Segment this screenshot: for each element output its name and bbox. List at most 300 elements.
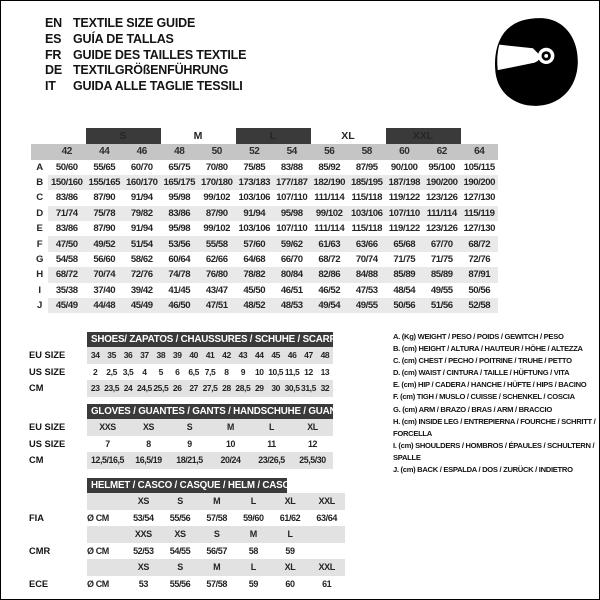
- measurement-cell: 57/60: [236, 236, 274, 251]
- shoes-size-table: [29, 332, 343, 397]
- measurement-cell: 70/80: [205, 161, 228, 173]
- measurement-cell: 50/60: [55, 161, 78, 173]
- helmet-size-cell: S: [177, 496, 183, 507]
- measurement-cell: 87/90: [93, 192, 116, 204]
- measurement-cell: 90/100: [390, 161, 418, 173]
- diameter-unit-cell: Ø CM: [87, 512, 109, 523]
- helmet-value-cell: 55/56: [169, 578, 191, 589]
- measurement-cell: 87/91: [461, 267, 499, 282]
- legend-item: B. (cm) HEIGHT / ALTURA / HAUTEUR / HÖHE / ALTEZZA: [393, 344, 583, 354]
- size-cell: 8: [146, 438, 151, 449]
- measurement-row: [31, 175, 498, 190]
- measurement-cell: 72/76: [468, 254, 491, 266]
- row-label: US SIZE: [29, 438, 66, 449]
- measurement-cell: 115/118: [351, 223, 382, 235]
- measurement-cell: 91/94: [130, 223, 153, 235]
- measurement-cell: 74/78: [161, 267, 199, 282]
- legend-item: H. (cm) INSIDE LEG / ENTREPIERNA / FOURCHE / SCHRITT / FORCELLA: [393, 416, 596, 438]
- measurement-cell: 173/183: [236, 175, 274, 190]
- diameter-unit-cell: Ø CM: [87, 545, 109, 556]
- measurement-cell: 58/62: [130, 254, 153, 266]
- size-cell: 24: [123, 383, 133, 394]
- numeric-size-cell: 46: [123, 144, 161, 160]
- size-group-row: [31, 128, 498, 144]
- language-code: FR: [45, 47, 62, 62]
- measurement-cell: 80/84: [273, 267, 311, 282]
- size-cell: 27: [189, 383, 198, 394]
- measurement-cell: 71/75: [430, 254, 453, 266]
- language-list: [45, 16, 246, 95]
- measurement-cell: 107/110: [386, 206, 424, 221]
- helmet-value-cell: 57/58: [206, 578, 227, 589]
- language-label: TEXTILE SIZE GUIDE: [73, 16, 196, 30]
- measurement-cell: 111/114: [423, 206, 461, 221]
- measurement-cell: 54/58: [55, 254, 78, 266]
- language-code: ES: [45, 31, 62, 46]
- size-cell: 44: [254, 350, 264, 361]
- size-cell: 3,5: [122, 366, 134, 377]
- measurement-cell: 160/170: [123, 175, 161, 190]
- size-cell: 41: [205, 350, 215, 361]
- helmet-value-cell: 56/57: [206, 545, 227, 556]
- measurement-cell: 95/100: [428, 161, 456, 173]
- measurement-cell: 75/85: [243, 161, 266, 173]
- measurement-cell: 61/63: [311, 236, 349, 251]
- numeric-size-cell: 42: [48, 144, 86, 160]
- size-group-cell: XXL: [386, 128, 461, 144]
- measurement-cell: 165/175: [161, 175, 199, 190]
- measurement-cell: 44/48: [86, 298, 124, 313]
- measurement-cell: 63/66: [348, 236, 386, 251]
- measurement-cell: 111/114: [314, 192, 345, 204]
- language-code: EN: [45, 16, 62, 30]
- size-cell: 12: [304, 366, 313, 377]
- row-letter: C: [36, 192, 43, 204]
- size-cell: XL: [307, 422, 318, 433]
- size-cell: 37: [140, 350, 149, 361]
- size-cell: 24,5: [136, 383, 152, 394]
- helmet-size-cells: [87, 526, 345, 543]
- measurement-cell: 55/58: [198, 236, 236, 251]
- size-cell: 25,5/30: [299, 455, 326, 466]
- row-cells: [87, 347, 333, 364]
- measurement-cell: 50/56: [386, 298, 424, 313]
- measurement-row: [31, 298, 498, 313]
- measurement-cell: 52/58: [461, 298, 499, 313]
- measurement-row: [31, 221, 498, 236]
- measurement-cell: 68/72: [461, 236, 499, 251]
- helmet-value-cell: 59: [285, 545, 295, 556]
- size-cell: 20/24: [220, 455, 241, 466]
- size-cell: 11,5: [284, 366, 300, 377]
- measurement-cell: 45/49: [123, 298, 161, 313]
- helmet-value-cells: [87, 510, 345, 527]
- measurement-cell: 87/90: [198, 206, 236, 221]
- measurement-cell: 177/187: [273, 175, 311, 190]
- size-cell: 9: [240, 366, 246, 377]
- measurement-row: [31, 252, 498, 267]
- row-label: CM: [29, 455, 44, 466]
- size-cell: 28: [222, 383, 231, 394]
- measurement-cell: 82/86: [311, 267, 349, 282]
- size-cell: 43: [238, 350, 248, 361]
- helmet-size-cell: M: [249, 529, 257, 540]
- size-cell: XS: [143, 422, 154, 433]
- standard-label: FIA: [29, 512, 44, 523]
- helmet-value-row: [29, 543, 345, 560]
- measurement-cell: 127/130: [463, 192, 496, 204]
- measurement-cell: 49/55: [430, 284, 453, 296]
- row-label: [29, 493, 87, 510]
- measurement-row: [31, 236, 498, 251]
- size-group-cell: M: [193, 130, 203, 142]
- measurement-cell: 105/115: [463, 161, 495, 173]
- helmet-value-cells: [87, 543, 345, 560]
- size-cell: 45: [271, 350, 280, 361]
- measurement-cell: 51/54: [123, 236, 161, 251]
- measurement-cell: 123/126: [425, 192, 458, 204]
- size-cell: 38: [156, 350, 166, 361]
- measurement-cell: 64/68: [243, 254, 266, 266]
- helmet-value-cell: 52/53: [133, 545, 154, 556]
- helmet-size-cell: XXL: [318, 562, 335, 573]
- size-cell: 16,5/19: [135, 455, 162, 466]
- measurement-row: [31, 160, 498, 175]
- row-label: CM: [29, 383, 44, 394]
- measurement-cell: 48/54: [393, 284, 416, 296]
- size-cell: 8: [224, 366, 229, 377]
- measurement-cell: 107/110: [276, 223, 308, 235]
- measurement-cell: 87/90: [93, 223, 116, 235]
- measurement-cell: 103/106: [348, 206, 386, 221]
- measurement-cell: 71/74: [48, 206, 86, 221]
- gloves-rows: [29, 419, 333, 469]
- size-cell: 12,5/16,5: [90, 455, 125, 466]
- helmet-size-cell: L: [250, 496, 256, 507]
- measurement-cell: 119/122: [388, 192, 420, 204]
- measurement-legend: [393, 331, 599, 476]
- size-cell: 42: [222, 350, 231, 361]
- language-row: [45, 79, 246, 95]
- measurement-cell: 99/102: [311, 206, 349, 221]
- measurement-cell: 91/94: [236, 206, 274, 221]
- helmet-size-cell: XXS: [134, 529, 152, 540]
- gloves-table-title: GLOVES / GUANTES / GANTS / HANDSCHUHE / GUANTI: [87, 404, 333, 419]
- racing-helmet-icon-svg: [485, 11, 587, 113]
- measurement-cell: 68/72: [318, 254, 341, 266]
- numeric-size-cell: 58: [348, 144, 386, 160]
- row-cells: [87, 452, 333, 469]
- legend-item: A. (Kg) WEIGHT / PESO / POIDS / GEWITCH / PESO: [393, 332, 564, 341]
- language-label: GUÍA DE TALLAS: [73, 31, 174, 46]
- measurement-cell: 127/130: [463, 223, 496, 235]
- size-cell: 29: [254, 383, 264, 394]
- legend-item: D. (cm) WAIST / CINTURA / TAILLE / HÜFTUNG / VITA: [393, 368, 570, 378]
- size-group-cell: [461, 128, 499, 144]
- helmet-size-cell: L: [250, 562, 256, 573]
- size-cell: 47: [304, 350, 313, 361]
- size-cell: 2,5: [106, 366, 117, 377]
- size-group-cell: S: [86, 128, 161, 144]
- size-cell: XXS: [99, 422, 116, 433]
- helmet-size-cell: S: [213, 529, 220, 540]
- measurement-cell: 95/98: [168, 192, 191, 204]
- numeric-size-cell: 50: [198, 144, 236, 160]
- measurement-cell: 85/89: [423, 267, 461, 282]
- language-row: [45, 32, 246, 48]
- measurement-cell: 182/190: [311, 175, 349, 190]
- measurement-cell: 190/200: [461, 175, 499, 190]
- measurement-cell: 123/126: [425, 223, 458, 235]
- size-cell: 2: [93, 366, 98, 377]
- row-cells: [87, 364, 333, 381]
- helmet-size-cells: [87, 493, 345, 510]
- numeric-size-cell: [31, 144, 48, 160]
- measurement-cell: 60/64: [168, 254, 191, 266]
- row-label: US SIZE: [29, 366, 66, 377]
- numeric-size-cell: 54: [273, 144, 311, 160]
- size-cell: 5: [158, 366, 163, 377]
- helmet-size-cell: XS: [137, 496, 149, 507]
- size-cell: 10,5: [268, 366, 284, 377]
- measurement-cell: 150/160: [48, 175, 86, 190]
- helmet-value-cell: 60: [285, 578, 295, 589]
- measurement-row: [31, 267, 498, 282]
- measurement-cell: 119/122: [388, 223, 420, 235]
- row-label: [29, 559, 87, 576]
- row-letter: E: [36, 223, 43, 235]
- helmet-value-cell: 54/55: [169, 545, 191, 556]
- size-cell: 35: [107, 350, 116, 361]
- size-cell: 7,5: [204, 366, 216, 377]
- helmet-size-cell: XXL: [318, 496, 335, 507]
- size-cell: 18/21,5: [176, 455, 203, 466]
- helmet-size-cell: S: [177, 562, 183, 573]
- measurement-cell: 84/88: [348, 267, 386, 282]
- measurement-cell: 49/55: [348, 298, 386, 313]
- measurement-cell: 85/92: [318, 161, 341, 173]
- measurement-cell: 103/106: [238, 223, 271, 235]
- measurement-cell: 70/74: [355, 254, 378, 266]
- numeric-size-cell: 56: [311, 144, 349, 160]
- measurement-cell: 65/68: [386, 236, 424, 251]
- legend-item: J. (cm) BACK / ESPALDA / DOS / ZURÜCK / INDIETRO: [393, 465, 573, 475]
- numeric-size-cell: 64: [461, 144, 499, 160]
- measurement-cell: 46/51: [280, 284, 303, 296]
- measurement-cell: 62/66: [205, 254, 228, 266]
- helmet-size-cells: [87, 559, 345, 576]
- diameter-unit-cell: Ø CM: [87, 578, 109, 589]
- row-label: EU SIZE: [29, 422, 66, 433]
- row-cells: [87, 436, 333, 453]
- language-row: [45, 63, 246, 79]
- racing-helmet-icon: [485, 11, 587, 113]
- size-cell: 25,5: [153, 383, 169, 394]
- size-cell: 4: [142, 366, 147, 377]
- size-cell: M: [227, 422, 234, 433]
- language-row: [45, 48, 246, 64]
- size-cell: 6: [175, 366, 180, 377]
- measurement-cell: 41/45: [168, 284, 191, 296]
- size-cell: 39: [172, 350, 182, 361]
- measurement-cell: 35/38: [55, 284, 78, 296]
- helmet-value-cell: 61: [322, 578, 332, 589]
- helmet-table-title: HELMET / CASCO / CASQUE / HELM / CASCO: [87, 478, 287, 493]
- size-row: [29, 436, 333, 453]
- size-cell: 36: [123, 350, 133, 361]
- row-cells: [87, 419, 333, 436]
- measurement-cell: 50/56: [468, 284, 491, 296]
- measurement-cell: 76/80: [198, 267, 236, 282]
- numeric-size-row: [31, 144, 498, 160]
- measurement-cell: 99/102: [203, 192, 231, 204]
- measurement-cell: 45/49: [48, 298, 86, 313]
- measurement-cell: 170/180: [198, 175, 236, 190]
- size-cell: 12: [308, 438, 317, 449]
- size-cell: 30,5: [284, 383, 300, 394]
- measurement-cell: 53/56: [161, 236, 199, 251]
- size-cell: 23,5: [104, 383, 120, 394]
- measurement-cell: 47/50: [48, 236, 86, 251]
- measurement-cell: 91/94: [130, 192, 153, 204]
- measurement-cell: 115/119: [461, 206, 499, 221]
- language-label: TEXTILGRÖßENFÜHRUNG: [73, 63, 229, 78]
- size-cell: 32: [320, 383, 330, 394]
- measurement-cell: 66/70: [280, 254, 303, 266]
- measurement-cell: 107/110: [276, 192, 308, 204]
- row-letter: D: [31, 206, 48, 221]
- size-cell: 13: [320, 366, 330, 377]
- language-label: GUIDA ALLE TAGLIE TESSILI: [73, 79, 243, 94]
- size-cell: L: [269, 422, 274, 433]
- size-cell: 27,5: [202, 383, 218, 394]
- size-cell: 10: [254, 366, 264, 377]
- shoes-rows: [29, 347, 333, 397]
- measurement-cell: 115/118: [351, 192, 382, 204]
- numeric-size-cell: 62: [423, 144, 461, 160]
- measurement-cell: 49/52: [86, 236, 124, 251]
- measurement-cell: 87/95: [355, 161, 378, 173]
- helmet-size-row: [29, 493, 345, 510]
- measurement-cell: 60/70: [130, 161, 153, 173]
- size-cell: 48: [320, 350, 330, 361]
- row-letter: A: [36, 161, 43, 173]
- helmet-value-cell: 53/54: [133, 512, 154, 523]
- measurement-cell: 95/98: [168, 223, 191, 235]
- measurement-cell: 43/47: [205, 284, 228, 296]
- measurement-cell: 83/86: [55, 223, 78, 235]
- helmet-size-cell: XS: [137, 562, 149, 573]
- measurement-cell: 51/56: [423, 298, 461, 313]
- size-row: [29, 364, 333, 381]
- measurement-cell: 56/60: [93, 254, 116, 266]
- size-cell: 11: [267, 438, 276, 449]
- helmet-size-cell: XL: [284, 562, 296, 573]
- measurement-cell: 47/53: [355, 284, 378, 296]
- size-cell: 6,5: [188, 366, 199, 377]
- size-cell: 10: [226, 438, 235, 449]
- measurement-cell: 68/72: [48, 267, 86, 282]
- measurement-cell: 46/50: [161, 298, 199, 313]
- measurement-cell: 155/165: [86, 175, 124, 190]
- row-letter: G: [35, 254, 43, 266]
- standard-label: CMR: [29, 545, 51, 556]
- measurement-cell: 47/51: [198, 298, 236, 313]
- measurement-cell: 39/42: [130, 284, 153, 296]
- measurement-row: [31, 206, 498, 221]
- size-cell: 23/26,5: [258, 455, 285, 466]
- size-cell: 31,5: [301, 383, 316, 394]
- size-cell: 34: [90, 350, 100, 361]
- size-cell: 46: [287, 350, 297, 361]
- helmet-value-cell: 61/62: [279, 512, 301, 523]
- measurement-cell: 67/70: [423, 236, 461, 251]
- size-row: [29, 380, 333, 397]
- legend-item: C. (cm) CHEST / PECHO / POITRINE / TRUHE / PETTO: [393, 356, 572, 366]
- measurement-cell: 78/82: [236, 267, 274, 282]
- standard-label: ECE: [29, 578, 49, 589]
- helmet-value-cell: 59: [248, 578, 258, 589]
- measurement-cell: 95/98: [273, 206, 311, 221]
- measurement-cell: 79/82: [123, 206, 161, 221]
- helmet-value-cell: 53: [138, 578, 148, 589]
- helmet-rows: [29, 493, 345, 592]
- size-cell: 40: [189, 350, 198, 361]
- size-cell: 9: [187, 438, 192, 449]
- legend-item: I. (cm) SHOULDERS / HOMBROS / ÉPAULES / SCHULTERN / SPALLE: [393, 440, 595, 462]
- helmet-value-row: [29, 510, 345, 527]
- size-cell: 26: [172, 383, 182, 394]
- helmet-size-cell: M: [213, 496, 221, 507]
- measurement-cell: 65/75: [168, 161, 191, 173]
- measurement-cell: 83/88: [280, 161, 303, 173]
- measurement-row: [31, 190, 498, 205]
- size-cell: 28,5: [235, 383, 251, 394]
- row-letter: H: [31, 267, 48, 282]
- measurement-cell: 37/40: [93, 284, 116, 296]
- helmet-size-table: [29, 478, 345, 592]
- measurement-cell: 46/52: [318, 284, 341, 296]
- size-cell: 7: [105, 438, 110, 449]
- gloves-size-table: [29, 404, 345, 469]
- helmet-value-cell: 63/64: [316, 512, 337, 523]
- measurement-cell: 55/65: [93, 161, 116, 173]
- size-row: [29, 347, 333, 364]
- helmet-size-row: [29, 559, 345, 576]
- measurement-cell: 59/62: [273, 236, 311, 251]
- measurement-cell: 71/75: [393, 254, 416, 266]
- measurement-row: [31, 283, 498, 298]
- measurement-cell: 83/86: [55, 192, 78, 204]
- measurement-cell: 185/195: [348, 175, 386, 190]
- size-cell: 30: [271, 383, 280, 394]
- language-code: IT: [45, 79, 56, 94]
- numeric-size-cell: 48: [161, 144, 199, 160]
- numeric-size-cell: 44: [86, 144, 124, 160]
- size-row: [29, 452, 333, 469]
- row-letter: F: [31, 236, 48, 251]
- measurement-cell: 70/74: [86, 267, 124, 282]
- helmet-value-cells: [87, 576, 345, 593]
- measurement-cell: 99/102: [203, 223, 231, 235]
- helmet-value-cell: 57/58: [206, 512, 227, 523]
- size-group-cell: XL: [341, 130, 355, 142]
- helmet-size-row: [29, 526, 345, 543]
- language-row: [45, 16, 246, 32]
- helmet-size-cell: XS: [174, 529, 186, 540]
- numeric-size-cell: 60: [386, 144, 424, 160]
- legend-item: G. (cm) ARM / BRAZO / BRAS / ARM / BRACCIO: [393, 404, 552, 414]
